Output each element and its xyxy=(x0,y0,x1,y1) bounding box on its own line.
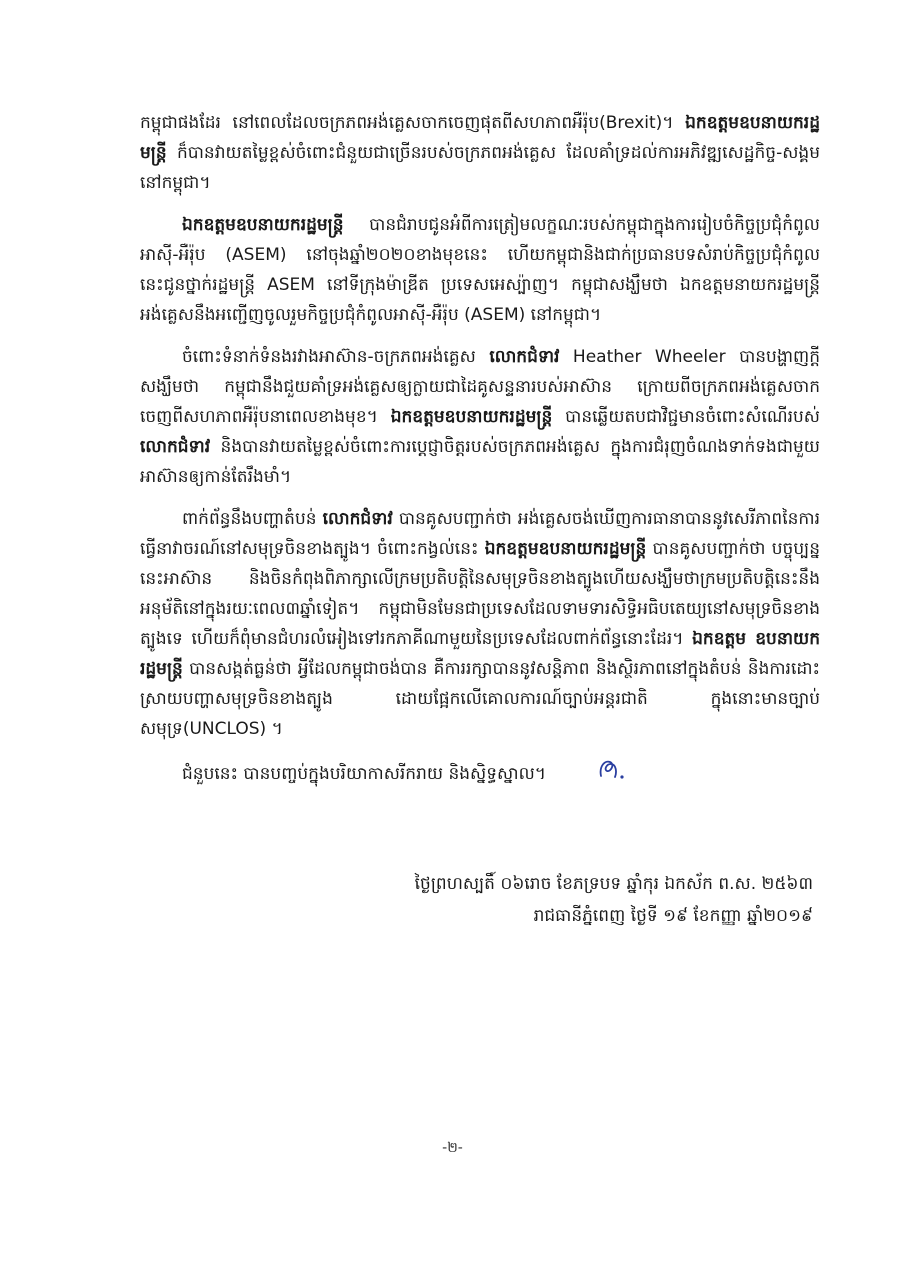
text-segment: បានឆ្លើយតបជាវិជ្ជមានចំពោះសំណើរបស់ xyxy=(552,407,820,427)
text-segment: ក៏បានវាយតម្លៃខ្ពស់ចំពោះជំនួយជាច្រើនរបស់ចក្រភពអង់គ្លេស ដែលគាំទ្រដល់ការអភិវឌ្ឍសេដ្ឋកិច្ច-សង្គម នៅកម្ពុជា។ xyxy=(140,143,820,193)
text-segment: បានគូសបញ្ជាក់ថា បច្ចុប្បន្ននេះអាស៊ាន និងចិនកំពុងពិភាក្សាលើក្រមប្រតិបត្តិនៃសមុទ្រចិនខាងត្បូងហើយសង្ឃឹមថាក្រមប្រតិបត្តិនេះនឹងអនុម័តិនៅក្នុងរយៈពេល៣ឆ្នាំទៀត។ កម្ពុជាមិនមែនជាប្រទេសដែលទាមទារសិទ្ធិអធិបតេយ្យនៅសមុទ្រចិនខាងត្បូងទេ ហើយក៏ពុំមានជំហរលំអៀងទៅរកភាគីណាមួយនៃប្រទេសដែលពាក់ព័ន្ធនោះដែរ។ xyxy=(140,539,820,649)
closing-text: ជំនួបនេះ បានបញ្ចប់ក្នុងបរិយាកាសរីករាយ និងស្និទ្ធស្នាល។ xyxy=(182,764,547,784)
solar-date: រាជធានីភ្នំពេញ ថ្ងៃទី ១៩ ខែកញ្ញា ឆ្នាំ២០១៩ xyxy=(533,906,813,926)
date-block xyxy=(415,868,813,932)
text-segment: កម្ពុជាផងដែរ នៅពេលដែលចក្រភពអង់គ្លេសចាកចេញផុតពីសហភាពអឺរ៉ុប(Brexit)។ xyxy=(140,113,686,133)
initials-signature-icon xyxy=(555,756,627,792)
text-segment: និងបានវាយតម្លៃខ្ពស់ចំពោះការប្តេជ្ញាចិត្តរបស់ចក្រភពអង់គ្លេស ក្នុងការជំរុញចំណងទាក់ទងជាមួយអាស៊ានឲ្យកាន់តែរឹងមាំ។ xyxy=(140,437,820,487)
text-segment: បានសង្កត់ធ្ងន់ថា អ្វីដែលកម្ពុជាចង់បាន គឺការរក្សាបាននូវសន្តិភាព និងស្ថិរភាពនៅក្នុងតំបន់ និងការដោះស្រាយបញ្ហាសមុទ្រចិនខាងត្បូង ដោយផ្អែកលើគោលការណ៍ច្បាប់អន្តរជាតិ ក្នុងនោះមានច្បាប់សមុទ្រ(UNCLOS) ។ xyxy=(140,659,820,739)
bold-title: លោកជំទាវ xyxy=(140,437,211,457)
text-segment: បានជំរាបជូនអំពីការត្រៀមលក្ខណៈរបស់កម្ពុជាក្នុងការរៀបចំកិច្ចប្រជុំកំពូលអាស៊ី-អឺរ៉ុប (ASEM) នៅចុងឆ្នាំ២០២០ខាងមុខនេះ ហើយកម្ពុជានិងជាក់ប្រធានបទសំរាប់កិច្ចប្រជុំកំពូលនេះជូនថ្នាក់រដ្ឋមន្ត្រី ASEM នៅទីក្រុងម៉ាឌ្រីត ប្រទេសអេស្ប៉ាញ។ កម្ពុជាសង្ឃឹមថា ឯកឧត្តមនាយករដ្ឋមន្ត្រីអង់គ្លេសនឹងអញ្ជើញចូលរួមកិច្ចប្រជុំកំពូលអាស៊ី-អឺរ៉ុប (ASEM) នៅកម្ពុជា។ xyxy=(140,215,820,325)
page-number: -២- xyxy=(442,1140,463,1156)
text-segment: បានគូសបញ្ជាក់ថា អង់គ្លេសចង់ឃើញការធានាបាននូវសេរីភាពនៃការធ្វើនាវាចរណ៍នៅសមុទ្រចិនខាងត្បូង។ ចំពោះកង្វល់នេះ xyxy=(140,509,820,559)
bold-title: លោកជំទាវ xyxy=(489,347,560,367)
text-segment: Heather Wheeler បានបង្ហាញក្តីសង្ឃឹមថា កម្ពុជានឹងជួយគាំទ្រអង់គ្លេសឲ្យក្លាយជាដៃគូសន្ទនារបស់អាស៊ាន ក្រោយពីចក្រភពអង់គ្លេសចាកចេញពីសហភាពអឺរ៉ុបនាពេលខាងមុខ។ xyxy=(140,347,820,427)
bold-title: ឯកឧត្តមឧបនាយករដ្ឋមន្ត្រី xyxy=(182,215,344,235)
text-segment: ពាក់ព័ន្ធនឹងបញ្ហាតំបន់ xyxy=(182,509,323,529)
text-segment: ចំពោះទំនាក់ទំនងរវាងអាស៊ាន-ចក្រភពអង់គ្លេស xyxy=(182,347,490,367)
paragraph-3 xyxy=(140,342,820,492)
closing-line xyxy=(140,756,820,792)
bold-title: ឯកឧត្តមឧបនាយករដ្ឋមន្ត្រី xyxy=(390,407,553,427)
bold-title: ឯកឧត្តម ឧបនាយករដ្ឋមន្ត្រី xyxy=(140,629,820,679)
paragraph-2 xyxy=(140,210,820,330)
paragraph-4 xyxy=(140,504,820,744)
paragraph-1 xyxy=(140,108,820,198)
lunar-date: ថ្ងៃព្រហស្បតិ៍ ០៦រោច ខែភទ្របទ ឆ្នាំកុរ ឯកស័ក ព.ស. ២៥៦៣ xyxy=(414,874,813,894)
body-text xyxy=(140,108,820,792)
bold-title: ឯកឧត្តមឧបនាយករដ្ឋមន្ត្រី xyxy=(484,539,647,559)
bold-title: ឯកឧត្តមឧបនាយករដ្ឋមន្ត្រី xyxy=(140,113,820,163)
bold-title: លោកជំទាវ xyxy=(322,509,393,529)
